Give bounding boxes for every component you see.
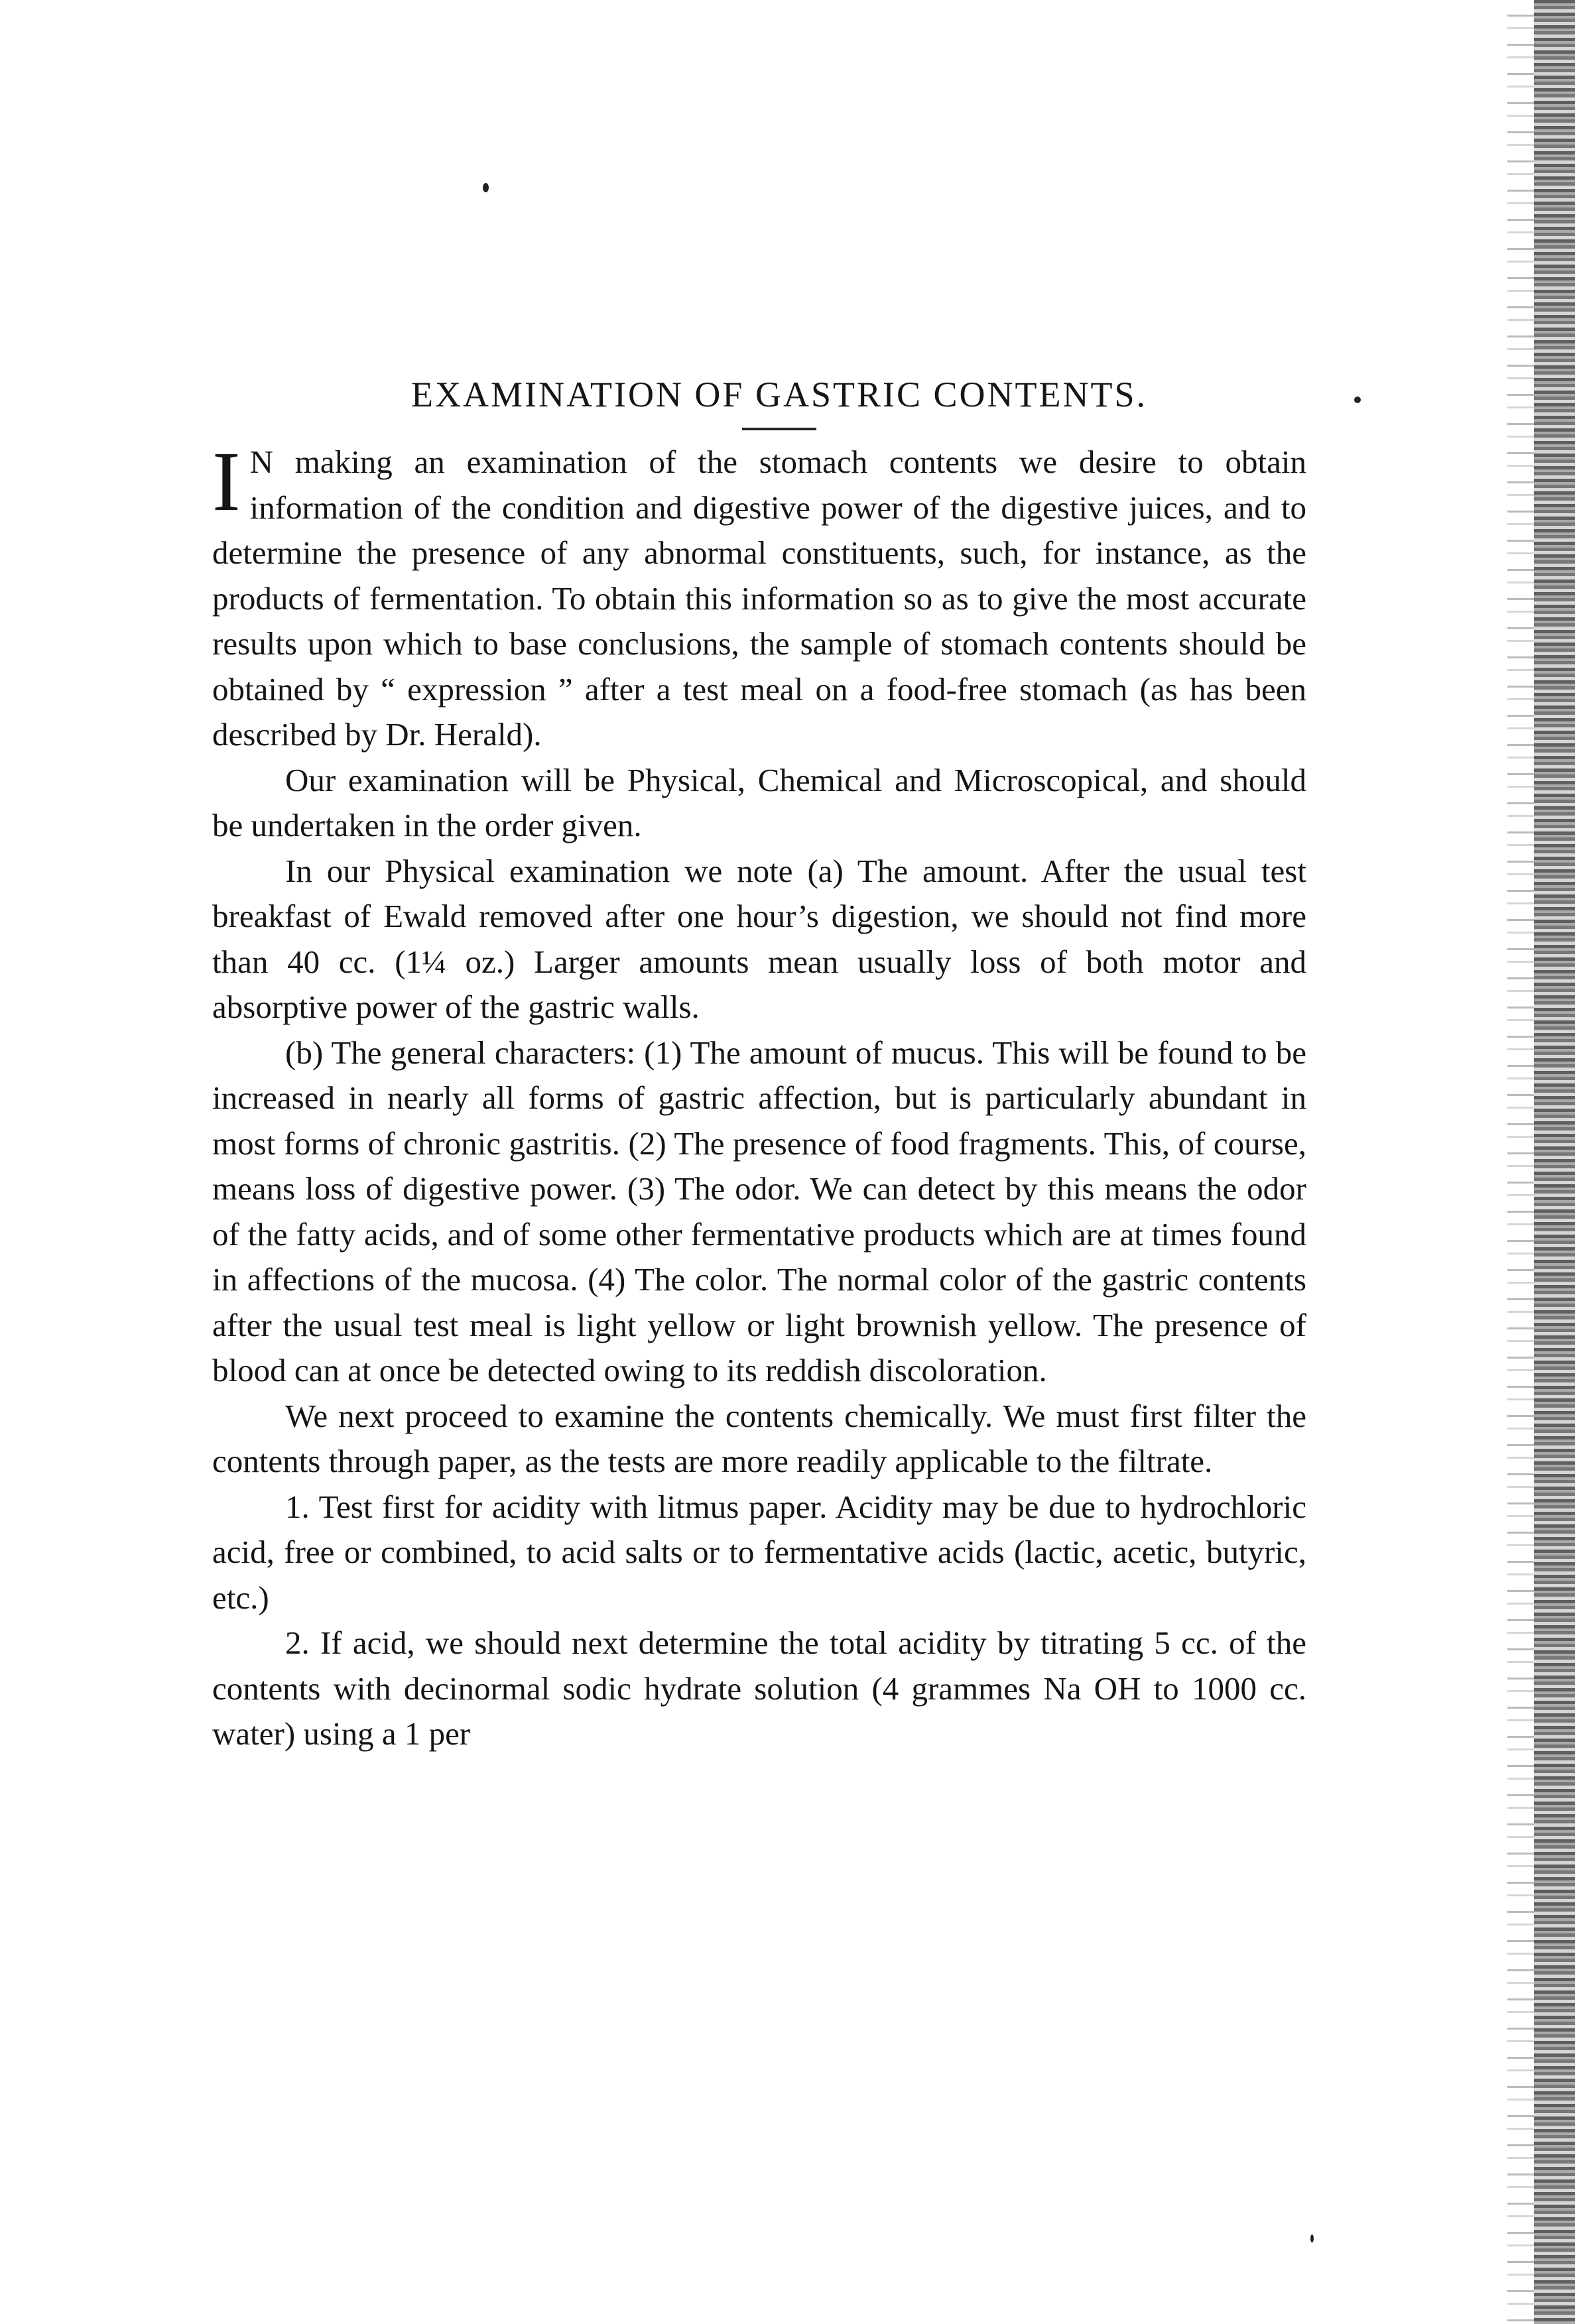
page-gutter xyxy=(1534,0,1575,2324)
ink-speck xyxy=(1354,397,1361,403)
paragraph: Our examination will be Physical, Chemical and Microscopical, and should be undertaken in the order given. xyxy=(212,761,1306,843)
intro-text: N making an examination of the stomach contents we desire to obtain information of the condition and digestive power of the digestive juices, and to determine the presence of any abnormal constituents, such, for instance, as the products of fermentation. To obtain this information so as to give the most accurate results upon which to base conclusions, the sample of stomach contents should be obtained by “ expression ” after a test meal on a food-free stomach (as has been described by Dr. Herald). xyxy=(212,444,1306,753)
ink-speck xyxy=(1310,2234,1314,2242)
body-text xyxy=(212,434,1306,1757)
paragraph: We next proceed to examine the contents chemically. We must first filter the contents through paper, as the tests are more readily applicable to the filtrate. xyxy=(212,1397,1306,1479)
paragraph: (b) The general characters: (1) The amount of mucus. This will be found to be increased in nearly all forms of gastric affection, but is particularly abundant in most forms of chronic gastritis. (2) The presence of food fragments. This, of course, means loss of digestive power. (3) The odor. We can detect by this means the odor of the fatty acids, and of some other fermentative products which are at times found in affections of the mucosa. (4) The color. The normal color of the gastric contents after the usual test meal is light yellow or light brownish yellow. The presence of blood can at once be detected owing to its reddish discoloration. xyxy=(212,1034,1306,1388)
page-content xyxy=(212,368,1306,1757)
paragraph: 2. If acid, we should next determine the total acidity by titrating 5 cc. of the contents with decinormal sodic hydrate solution (4 grammes Na OH to 1000 cc. water) using a 1 per xyxy=(212,1624,1306,1752)
drop-cap: I xyxy=(212,434,241,528)
title-rule xyxy=(742,428,816,430)
page-title: EXAMINATION OF GASTRIC CONTENTS. xyxy=(410,375,1147,414)
ink-speck xyxy=(483,183,489,192)
paragraph: 1. Test first for acidity with litmus paper. Acidity may be due to hydrochloric acid, free or combined, to acid salts or to fermentative acids (lactic, acetic, butyric, etc.) xyxy=(212,1488,1306,1616)
page-gutter-shadow xyxy=(1507,0,1534,2324)
intro-paragraph xyxy=(212,434,1306,758)
paragraph: In our Physical examination we note (a) The amount. After the usual test breakfast of Ewald removed after one hour’s digestion, we should not find more than 40 cc. (1¼ oz.) Larger amounts mean usually loss of both motor and absorptive power of the gastric walls. xyxy=(212,852,1306,1025)
